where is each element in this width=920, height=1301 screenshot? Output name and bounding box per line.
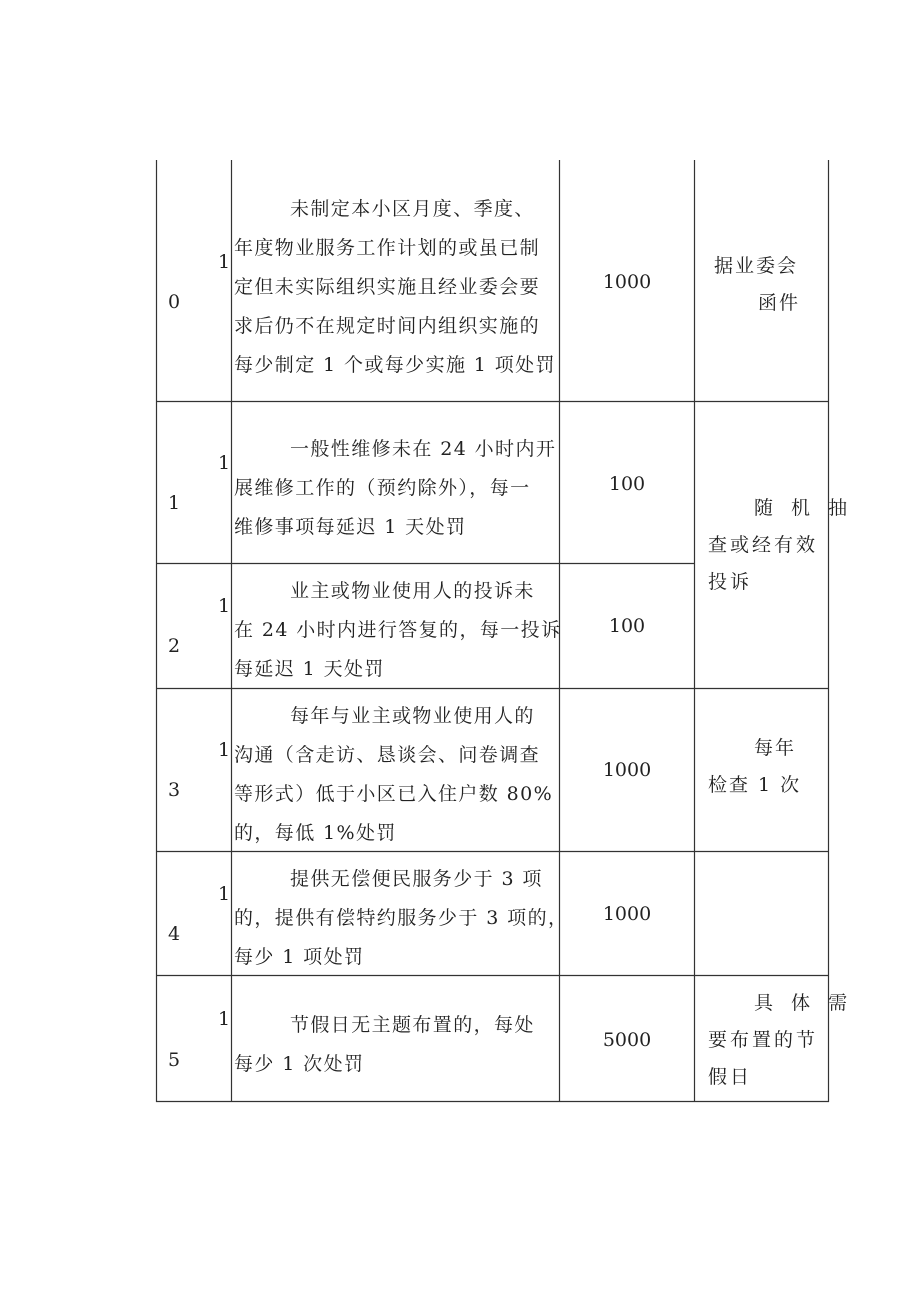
row-number-top: 1	[218, 595, 231, 617]
row-note	[708, 248, 828, 322]
description-line: 求后仍不在规定时间内组织实施的	[234, 315, 541, 337]
row-number-top: 1	[218, 883, 231, 905]
note-line: 检查 1 次	[708, 774, 802, 796]
row-number-bottom: 3	[168, 779, 181, 801]
note-line: 假日	[708, 1066, 753, 1088]
penalty-amount: 100	[608, 473, 646, 495]
row-description	[234, 190, 558, 385]
row-number-bottom: 1	[168, 492, 181, 514]
description-line: 沟通（含走访、恳谈会、问卷调查	[234, 744, 541, 766]
row-number-top: 1	[218, 739, 231, 761]
row-description	[234, 430, 558, 547]
description-line: 每延迟 1 天处罚	[234, 658, 385, 680]
description-line: 年度物业服务工作计划的或虽已制	[234, 237, 541, 259]
penalty-amount: 1000	[602, 903, 652, 925]
row-number-bottom: 2	[168, 635, 181, 657]
description-line: 节假日无主题布置的，每处	[290, 1014, 535, 1036]
penalty-amount: 100	[608, 615, 646, 637]
row-note-merged	[708, 490, 854, 601]
note-line: 要布置的节	[708, 1029, 819, 1051]
description-line: 每少 1 项处罚	[234, 946, 365, 968]
description-line: 每少 1 次处罚	[234, 1053, 365, 1075]
row-description	[234, 860, 569, 977]
note-line: 据业委会	[714, 255, 799, 277]
penalty-amount: 1000	[602, 759, 652, 781]
note-line: 函件	[758, 292, 801, 314]
description-line: 一般性维修未在 24 小时内开	[290, 438, 557, 460]
row-number-top: 1	[218, 251, 231, 273]
penalty-amount: 1000	[602, 271, 652, 293]
note-line: 随 机 抽	[754, 497, 854, 519]
penalty-amount: 5000	[602, 1029, 652, 1051]
note-line: 每年	[754, 737, 797, 759]
description-line: 的，提供有偿特约服务少于 3 项的，	[234, 907, 569, 929]
row-description	[234, 697, 558, 853]
row-number-top: 1	[218, 452, 231, 474]
description-line: 的，每低 1%处罚	[234, 822, 397, 844]
row-note	[708, 730, 828, 804]
note-line: 查或经有效	[708, 534, 819, 556]
description-line: 定但未实际组织实施且经业委会要	[234, 276, 541, 298]
description-line: 展维修工作的（预约除外），每一	[234, 477, 531, 499]
description-line: 在 24 小时内进行答复的，每一投诉	[234, 619, 562, 641]
description-line: 每少制定 1 个或每少实施 1 项处罚	[234, 354, 556, 376]
description-line: 每年与业主或物业使用人的	[290, 705, 535, 727]
row-description	[234, 572, 562, 689]
description-line: 提供无偿便民服务少于 3 项	[290, 868, 543, 890]
row-note	[708, 985, 854, 1096]
description-line: 等形式）低于小区已入住户数 80%	[234, 783, 554, 805]
note-line: 具 体 需	[754, 992, 854, 1014]
row-number-bottom: 4	[168, 923, 181, 945]
row-number-bottom: 0	[168, 291, 181, 313]
description-line: 未制定本小区月度、季度、	[290, 198, 535, 220]
row-number-top: 1	[218, 1008, 231, 1030]
row-number-bottom: 5	[168, 1049, 181, 1071]
description-line: 维修事项每延迟 1 天处罚	[234, 516, 467, 538]
row-description	[234, 1006, 558, 1084]
description-line: 业主或物业使用人的投诉未	[290, 580, 535, 602]
note-line: 投诉	[708, 571, 753, 593]
